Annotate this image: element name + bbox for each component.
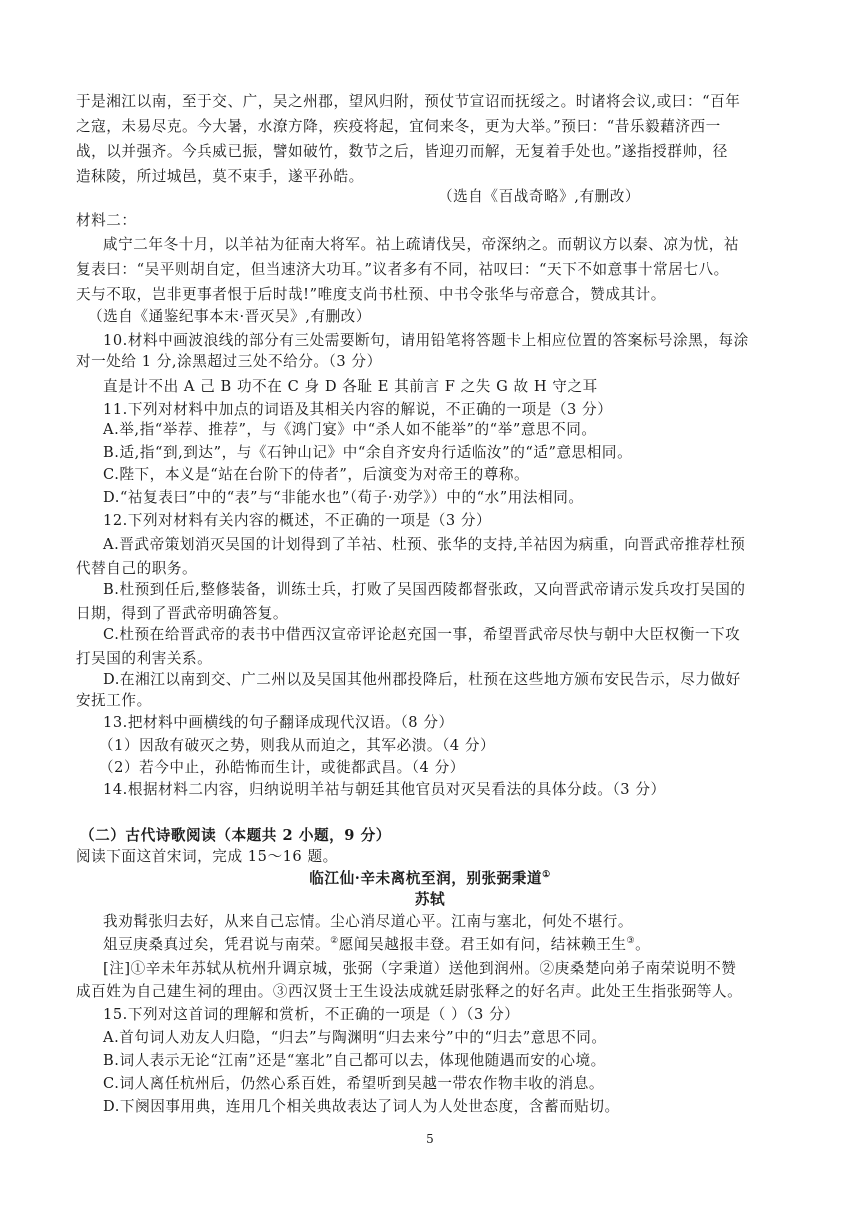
question-12-option-a: 代替自己的职务。 <box>76 560 198 577</box>
material1-source: （选自《百战奇略》,有删改） <box>438 188 641 205</box>
poem-line: 我劝髯张归去好，从来自己忘情。尘心消尽道心平。江南与塞北，何处不堪行。 <box>103 913 634 930</box>
question-12-option-c: 打吴国的利害关系。 <box>76 650 213 667</box>
material1-line: 之寇，未易尽克。今大暑，水潦方降，疾疫将起，宜伺来冬，更为大举。”预曰：“昔乐毅藉济西一 <box>76 118 721 135</box>
question-10-sentence: 直是计不出 A 己 B 功不在 C 身 D 各耻 E 其前言 F 之失 G 故 H 守之耳 <box>103 378 598 395</box>
question-12-option-b: 日期，得到了晋武帝明确答复。 <box>76 605 289 622</box>
question-10-stem: 对一处给 1 分,涂黑超过三处不给分。（3 分） <box>76 353 382 370</box>
section-heading: （二）古代诗歌阅读（本题共 2 小题，9 分） <box>80 827 391 844</box>
question-11-option-c: C.陛下，本义是“站在台阶下的侍者”，后演变为对帝王的尊称。 <box>103 466 530 483</box>
question-12-option-b: B.杜预到任后,整修装备，训练士兵，打败了吴国西陵都督张政，又向晋武帝请示发兵攻打吴国的 <box>103 581 746 598</box>
question-15-option-c: C.词人离任杭州后，仍然心系百姓，希望听到吴越一带农作物丰收的消息。 <box>103 1075 604 1092</box>
poem-line-part: 俎豆庚桑真过矣，凭君说与南荣。 <box>103 936 331 953</box>
question-12-option-a: A.晋武帝策划消灭吴国的计划得到了羊祜、杜预、张华的支持,羊祜因为病重，向晋武帝推荐杜预 <box>103 536 746 553</box>
poem-title <box>0 869 860 889</box>
poem-line-part: 。 <box>635 936 651 953</box>
question-12-option-d: D.在湘江以南到交、广二州以及吴国其他州郡投降后，杜预在这些地方颁布安民告示，尽力做好 <box>103 671 741 688</box>
material1-line: 于是湘江以南，至于交、广，吴之州郡，望风归附，预仗节宣诏而抚绥之。时诸将会议,或曰：“百年 <box>76 93 741 110</box>
poem-notes: 成百姓为自己建生祠的理由。③西汉贤士王生设法成就廷尉张释之的好名声。此处王生指张弼等人。 <box>76 983 743 1000</box>
poem-line <box>103 935 650 955</box>
question-13-stem: 13.把材料中画横线的句子翻译成现代汉语。（8 分） <box>103 714 454 731</box>
question-12-option-d: 安抚工作。 <box>76 692 152 709</box>
question-15-option-a: A.首句词人劝友人归隐，“归去”与陶渊明“归去来兮”中的“归去”意思不同。 <box>103 1029 607 1046</box>
question-10-stem: 10.材料中画波浪线的部分有三处需要断句，请用铅笔将答题卡上相应位置的答案标号涂黑，每涂 <box>103 332 749 349</box>
poem-author: 苏轼 <box>414 891 446 908</box>
page-number: 5 <box>426 1132 434 1146</box>
question-15-option-d: D.下阕因事用典，连用几个相关典故表达了词人为人处世态度，含蓄而贴切。 <box>103 1098 620 1115</box>
question-12-stem: 12.下列对材料有关内容的概述，不正确的一项是（3 分） <box>103 512 492 529</box>
question-14-stem: 14.根据材料二内容，归纳说明羊祜与朝廷其他官员对灭吴看法的具体分歧。（3 分） <box>103 781 666 798</box>
material2-line: 咸宁二年冬十月，以羊祜为征南大将军。祜上疏请伐吴，帝深纳之。而朝议方以秦、凉为忧，祜 <box>103 236 740 253</box>
question-11-option-d: D.“祜复表曰”中的“表”与“非能水也”（荀子·劝学》）中的“水”用法相同。 <box>103 489 584 506</box>
material2-line: 天与不取，岂非更事者恨于后时哉!”唯度支尚书杜预、中书令张华与帝意合，赞成其计。 <box>76 286 666 303</box>
poem-line-part: 愿闻吴越报丰登。君王如有问，结袜赖王生 <box>338 936 627 953</box>
poem-notes: [注]①辛未年苏轼从杭州升调京城，张弼（字秉道）送他到润州。②庚桑楚向弟子南荣说明不赞 <box>103 960 737 977</box>
material2-heading: 材料二： <box>76 212 137 229</box>
material2-line: 复表曰：“吴平则胡自定，但当速济大功耳。”议者多有不同，祜叹曰：“天下不如意事十常居七八。 <box>76 261 729 278</box>
material1-line: 造秣陵，所过城邑，莫不束手，遂平孙皓。 <box>76 168 364 185</box>
question-12-option-c: C.杜预在给晋武帝的表书中借西汉宣帝评论赵充国一事，希望晋武帝尽快与朝中大臣权衡一下攻 <box>103 626 741 643</box>
material2-source: （选自《通鉴纪事本末·晋灭吴》,有删改） <box>88 308 371 325</box>
question-13-item-1: （1）因敌有破灭之势，则我从而迫之，其军必溃。（4 分） <box>99 737 496 754</box>
poem-note-mark: ③ <box>626 936 636 947</box>
question-11-option-a: A.举,指“举荐、推荐”，与《鸿门宴》中“杀人如不能举”的“举”意思不同。 <box>103 421 597 438</box>
question-13-item-2: （2）若今中止，孙皓怖而生计，或徙都武昌。（4 分） <box>99 759 465 776</box>
material1-line: 战，以并强齐。今兵威已振，譬如破竹，数节之后，皆迎刃而解，无复着手处也。”遂指授群帅，径 <box>76 143 728 160</box>
poem-title-note-mark: ① <box>542 870 551 881</box>
question-15-option-b: B.词人表示无论“江南”还是“塞北”自己都可以去，体现他随遇而安的心境。 <box>103 1052 606 1069</box>
poem-note-mark: ② <box>330 936 339 947</box>
question-11-option-b: B.适,指“到,到达”，与《石钟山记》中“余自齐安舟行适临汝”的“适”意思相同。 <box>103 444 633 461</box>
section-intro: 阅读下面这首宋词，完成 15～16 题。 <box>76 848 338 865</box>
poem-title-text: 临江仙·辛未离杭至润，别张弼秉道 <box>309 870 543 887</box>
question-11-stem: 11.下列对材料中加点的词语及其相关内容的解说，不正确的一项是（3 分） <box>103 401 613 418</box>
question-15-stem: 15.下列对这首词的理解和赏析，不正确的一项是（ ）（3 分） <box>103 1006 520 1023</box>
